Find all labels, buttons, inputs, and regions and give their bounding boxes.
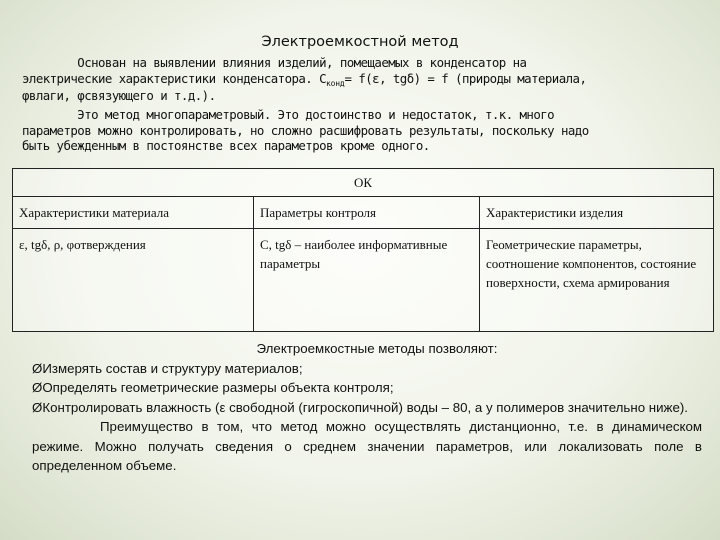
description-line: = f(ε, tgδ) = f (природы материала, (344, 70, 587, 86)
column-header-product: Характеристики изделия (480, 197, 714, 228)
paragraph-line: быть убежденным в постоянстве всех параметров кроме одного. (22, 138, 430, 153)
description-line: электрические характеристики конденсатора. C (22, 70, 327, 86)
bullet-item: ØИзмерять состав и структуру материалов; (32, 360, 303, 376)
capacitance-subscript: конд (326, 78, 345, 88)
description-paragraph (22, 55, 702, 104)
methods-section (32, 339, 702, 476)
paragraph-line: параметров можно контролировать, но сложно расшифровать результаты, поскольку надо (22, 122, 589, 138)
column-header-material: Характеристики материала (13, 197, 254, 228)
advantage-paragraph: Преимущество в том, что метод можно осуществлять дистанционно, т.е. в динамическом режиме. Можно получать сведения о среднем значении параметров, или локализовать поле в определенном объеме. (32, 419, 702, 473)
multiparameter-paragraph (22, 107, 702, 154)
bullet-item: ØКонтролировать влажность (ε свободной (гигроскопичной) воды – 80, а у полимеров значительно ниже). (32, 399, 688, 415)
description-line: Основан на выявлении влияния изделий, помещаемых в конденсатор на (22, 55, 527, 70)
table-cell-product: Геометрические параметры, соотношение компонентов, состояние поверхности, схема армирования (480, 228, 714, 331)
bullet-item: ØОпределять геометрические размеры объекта контроля; (32, 380, 394, 395)
paragraph-line: Это метод многопараметровый. Это достоинство и недостаток, т.к. много (22, 107, 555, 122)
column-header-parameters: Параметры контроля (254, 197, 480, 228)
ok-table (12, 168, 714, 332)
table-header: ОК (13, 169, 714, 197)
slide-title: Электроемкостной метод (261, 34, 459, 50)
description-line: φвлаги, φсвязующего и т.д.). (22, 88, 216, 103)
methods-heading: Электроемкостные методы позволяют: (256, 341, 498, 356)
table-cell-parameters: C, tgδ – наиболее информативные параметры (254, 228, 480, 331)
table-cell-material: ε, tgδ, ρ, φотверждения (13, 228, 254, 331)
